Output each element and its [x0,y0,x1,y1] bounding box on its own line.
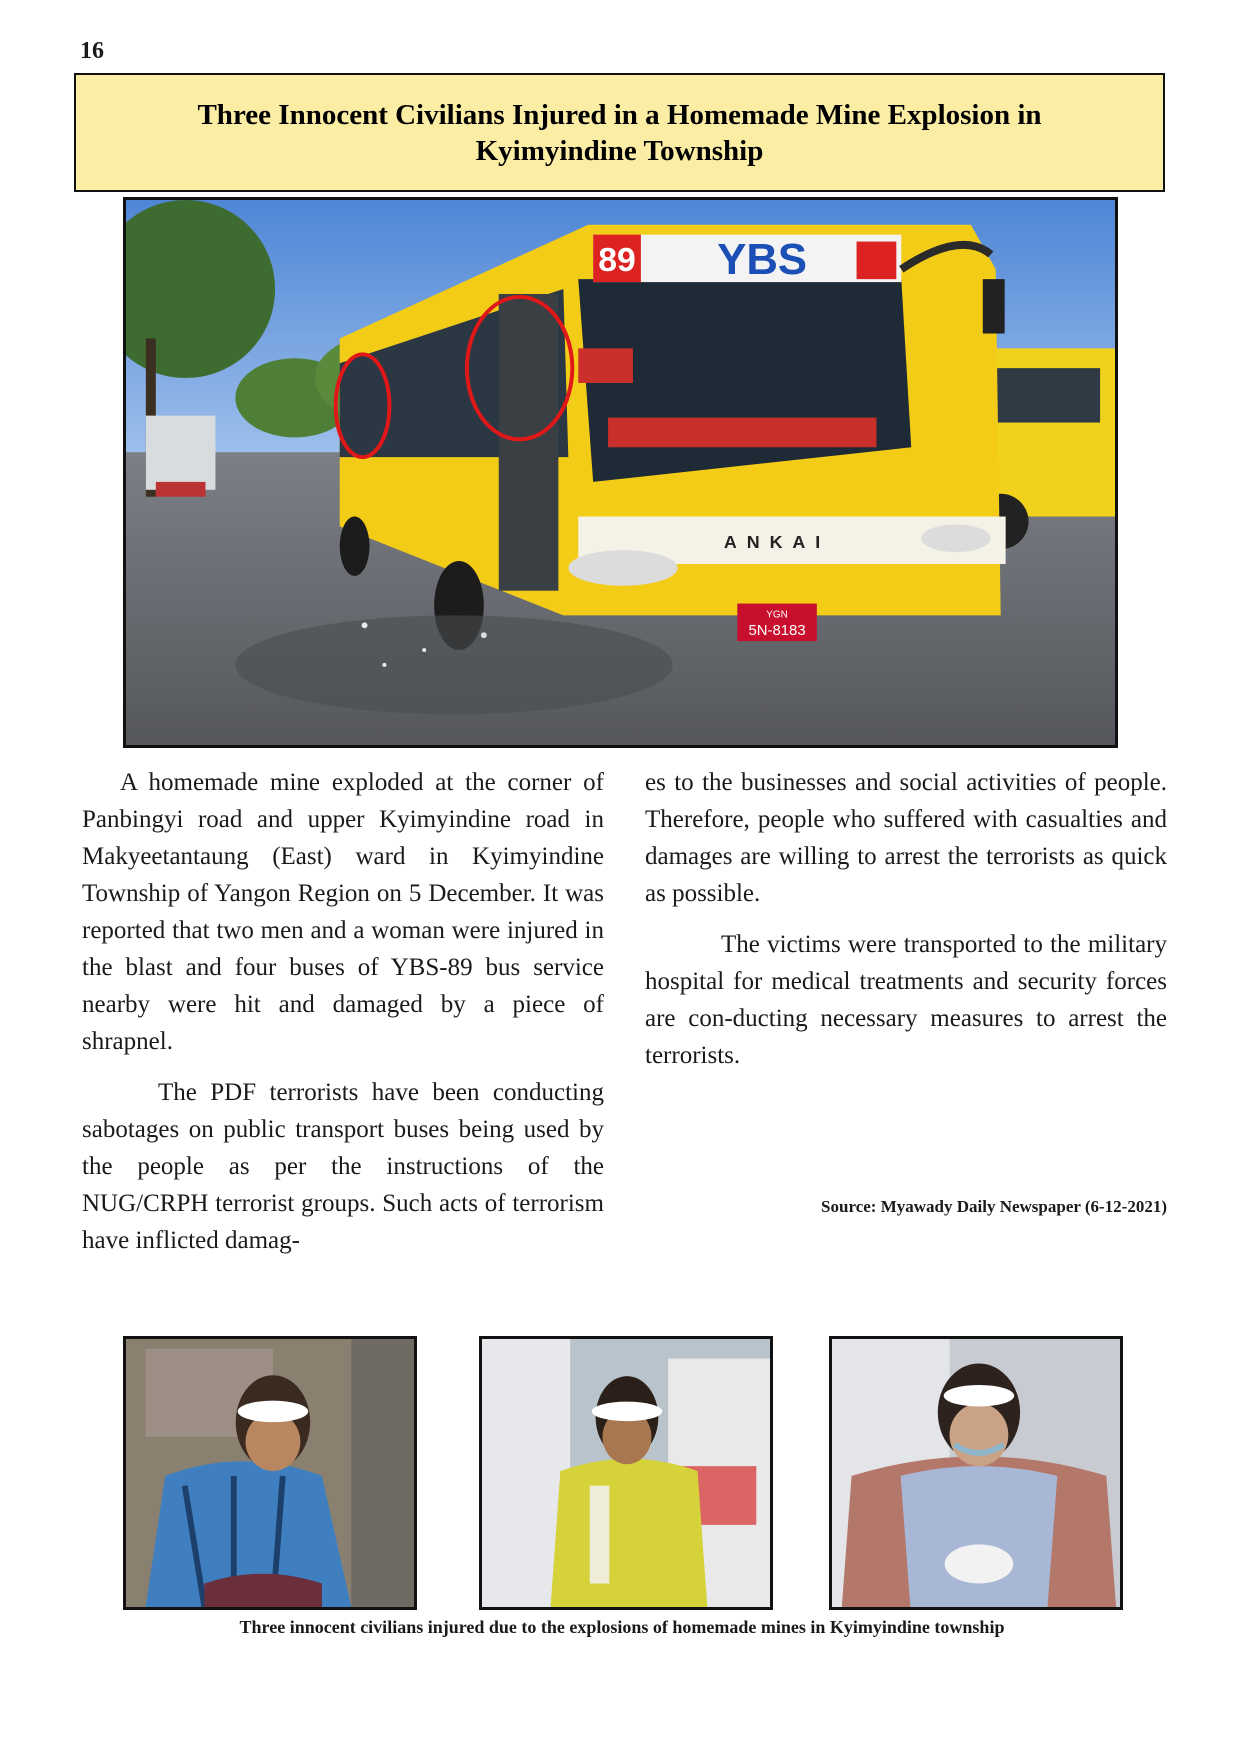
photo-caption: Three innocent civilians injured due to the explosions of homemade mines in Kyimyindine township [239,1617,1005,1637]
bus-brand: ANKAI [723,532,831,553]
article-title: Three Innocent Civilians Injured in a Homemade Mine Explosion in Kyimyindine Township [197,98,1042,167]
plate-region: YGN [766,609,788,621]
paragraph-1: A homemade mine exploded at the corner of Panbingyi road and upper Kyimyindine road in Makyeetantaung (East) ward in Kyimyindine Township of Yangon Region on 5 December. It was reported that two men and a woman were injured in the blast and four buses of YBS-89 bus service nearby were hit and damaged by a piece of shrapnel. [82,769,604,1055]
paragraph-2-continued: es to the businesses and social activities of people. Therefore, people who suffered with casualties and damages are willing to arrest the terrorists as quick as possible. [645,769,1167,907]
victim-photo-3 [829,1336,1123,1610]
article-right-column [645,764,1167,1088]
bus-photo [123,197,1118,748]
title-banner [74,73,1165,192]
plate-number: 5N-8183 [748,623,806,640]
bus-sign: YBS [717,236,808,285]
victim-photo-1 [123,1336,417,1610]
victim-photo-2 [479,1336,773,1610]
article-left-column [82,764,604,1273]
paragraph-2: The PDF terrorists have been conducting sabotages on public transport buses being used by the people as per the instructions of the NUG/CRPH terrorist groups. Such acts of terrorism have inflicted damag- [82,1079,604,1254]
source-credit: Source: Myawady Daily Newspaper (6-12-2021) [821,1197,1167,1216]
paragraph-3: The victims were transported to the military hospital for medical treatments and security forces are con-ducting necessary measures to arrest the terrorists. [645,931,1167,1069]
page-number: 16 [80,38,104,64]
route-number: 89 [598,241,636,280]
